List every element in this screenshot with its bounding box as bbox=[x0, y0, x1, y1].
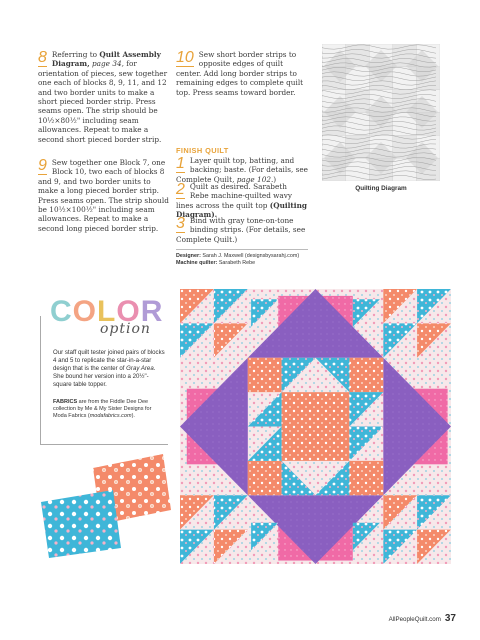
inner-coral-square bbox=[248, 461, 282, 495]
step-text: Sew together one Block 7, one Block 10, two each of blocks 8 and 9, and two border units to make a long pieced border strip. Press seams open. The strip should be 10½×100½" including seam allowances. Repeat to make a second long pieced border strip. bbox=[38, 158, 169, 233]
inner-coral-square bbox=[248, 358, 282, 392]
step-number: 3 bbox=[176, 215, 185, 232]
step-number: 2 bbox=[176, 181, 185, 198]
step-text: Bind with gray tone-on-tone binding strips. (For details, see Complete Quilt.) bbox=[176, 216, 306, 244]
step-text: Quilt as desired. Sarabeth Rebe machine-quilted wavy lines across the quilt top (Quilting Diagram). bbox=[176, 182, 307, 220]
title-letter: C bbox=[50, 295, 73, 328]
step-text: Sew short border strips to opposite edges of quilt center. Add long border strips to remaining edges to complete quilt top. Press seams toward border. bbox=[176, 50, 304, 97]
site-url: AllPeopleQuilt.com bbox=[388, 616, 441, 623]
step-number: 10 bbox=[176, 49, 194, 66]
quilting-diagram-image bbox=[322, 44, 440, 181]
fabrics-note: FABRICS are from the Fiddle Dee Dee collection by Me & My Sister Designs for Moda Fabrics (modafabrics.com). bbox=[53, 399, 152, 420]
finish-step-1 bbox=[176, 156, 308, 184]
title-letter: O bbox=[72, 295, 98, 328]
quilter-credit: Machine quilter: Sarabeth Rebe bbox=[176, 260, 256, 266]
credits bbox=[176, 249, 308, 267]
color-option-body: Our staff quilt tester joined pairs of blocks 4 and 5 to replicate the star-in-a-star design that is the center of Gray Area. She bound her version into a 20½"-square table topper. bbox=[53, 349, 165, 388]
inner-coral-square bbox=[349, 461, 383, 495]
finish-step-2 bbox=[176, 182, 308, 220]
quilting-diagram-caption: Quilting Diagram bbox=[355, 185, 407, 192]
step-number: 1 bbox=[176, 155, 185, 172]
page-footer bbox=[389, 613, 456, 624]
center-coral-square bbox=[282, 392, 350, 461]
step-text: Layer quilt top, batting, and backing; baste. (For details, see Complete Quilt, page 102.) bbox=[176, 156, 308, 184]
step-number: 9 bbox=[38, 157, 47, 174]
step-10 bbox=[176, 50, 308, 97]
inner-coral-square bbox=[349, 358, 383, 392]
step-number: 8 bbox=[38, 49, 47, 66]
fabric-swatches-photo bbox=[35, 450, 175, 560]
teal-fabric bbox=[41, 490, 121, 558]
title-letter: O bbox=[116, 295, 141, 328]
designer-credit: Designer: Sarah J. Maxwell (designsbysarahj.com) bbox=[176, 253, 300, 259]
color-option-quilt-photo bbox=[180, 289, 451, 564]
title-letter: R bbox=[140, 295, 164, 328]
finish-quilt-heading: FINISH QUILT bbox=[176, 146, 229, 155]
step-8 bbox=[38, 50, 170, 144]
title-letter: L bbox=[97, 295, 117, 328]
page-number: 37 bbox=[444, 613, 456, 624]
finish-step-3 bbox=[176, 216, 308, 244]
step-9 bbox=[38, 158, 170, 233]
quilting-diagram bbox=[322, 44, 440, 181]
color-option-subtitle: option bbox=[100, 321, 151, 337]
step-text: Referring to Quilt Assembly Diagram, page 34, for orientation of pieces, sew together one each of blocks 8, 9, 11, and 12 and two border units to make a short pieced border strip. Press seams open. The strip should be 10½×80½" including seam allowances. Repeat to make a second short pieced border strip. bbox=[38, 50, 168, 144]
